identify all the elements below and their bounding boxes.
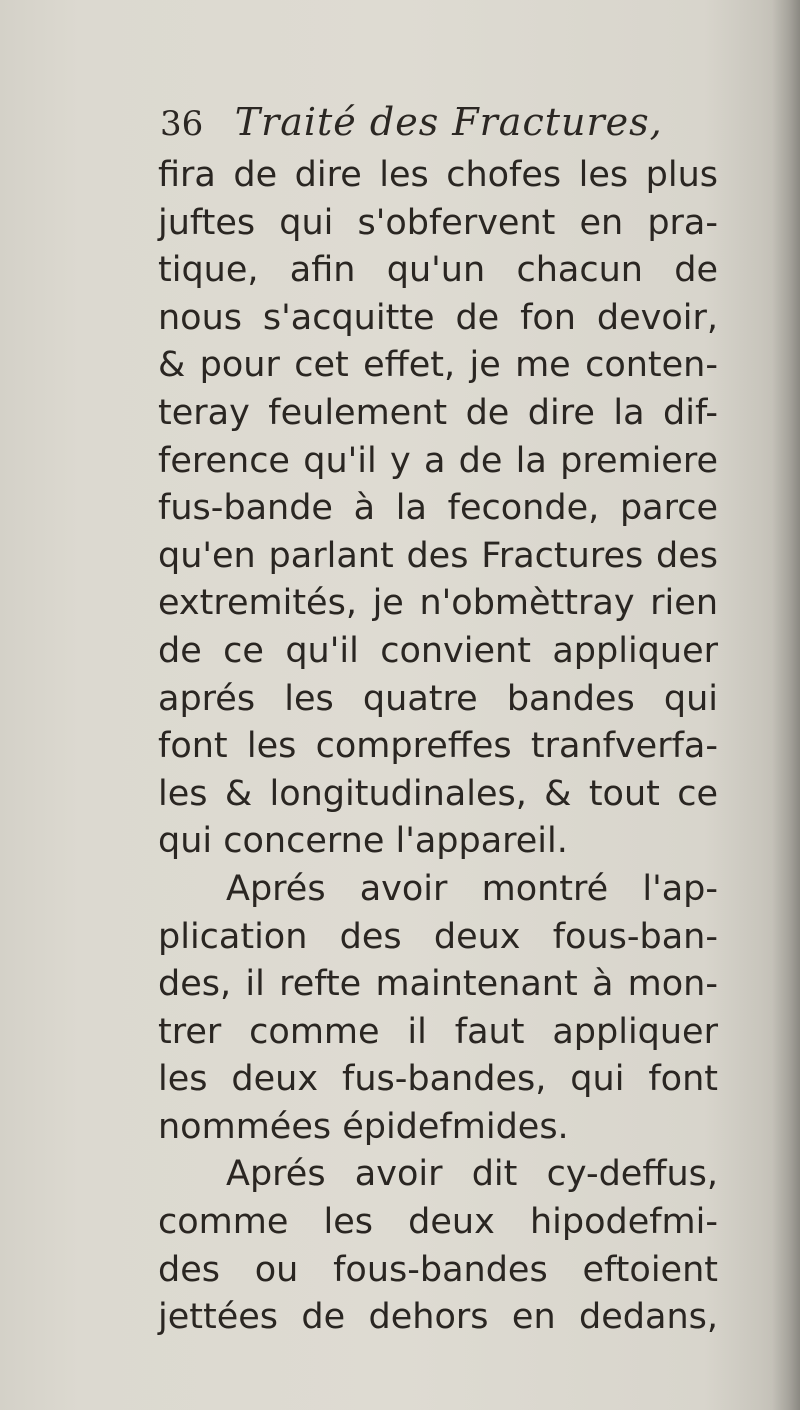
text-line: comme les deux hipodefmi- [158, 1202, 718, 1243]
text-line: font les compreffes tranfverfa- [158, 726, 718, 767]
text-line: qui concerne l'appareil. [158, 821, 568, 862]
text-line: des, il refte maintenant à mon- [158, 964, 718, 1005]
text-line: tique, afin qu'un chacun de [158, 250, 718, 291]
text-line: de ce qu'il convient appliquer [158, 630, 718, 671]
text-line: plication des deux fous-ban- [158, 916, 718, 957]
text-line: ference qu'il y a de la premiere [158, 440, 718, 481]
text-line: aprés les quatre bandes qui [158, 678, 718, 719]
text-line: les & longitudinales, & tout ce [158, 773, 718, 814]
text-line: trer comme il faut appliquer [158, 1011, 718, 1052]
text-line: fira de dire les chofes les plus [158, 155, 718, 195]
text-line: nous s'acquitte de fon devoir, [158, 297, 718, 338]
text-line: nommées épidefmides. [158, 1106, 569, 1147]
text-line: Aprés avoir montré l'ap- [226, 868, 718, 909]
text-line: extremités, je n'obmèttray rien [158, 583, 718, 624]
text-line: qu'en parlant des Fractures des [158, 535, 718, 576]
body-text [158, 152, 718, 1342]
text-line: fus-bande à la feconde, parce [158, 488, 718, 529]
running-title: Traité des Fractures, [234, 100, 663, 144]
text-line: teray feulement de dire la dif- [158, 392, 718, 433]
text-line: Aprés avoir dit cy-deffus, [226, 1154, 718, 1195]
page-header [160, 100, 663, 144]
page-number: 36 [160, 104, 204, 144]
text-line: des ou fous-bandes eftoient [158, 1249, 718, 1290]
text-line: & pour cet effet, je me conten- [158, 345, 718, 386]
text-line: juftes qui s'obfervent en pra- [158, 202, 718, 243]
text-line: jettées de dehors en dedans, [158, 1297, 718, 1338]
text-line: les deux fus-bandes, qui font [158, 1059, 718, 1100]
